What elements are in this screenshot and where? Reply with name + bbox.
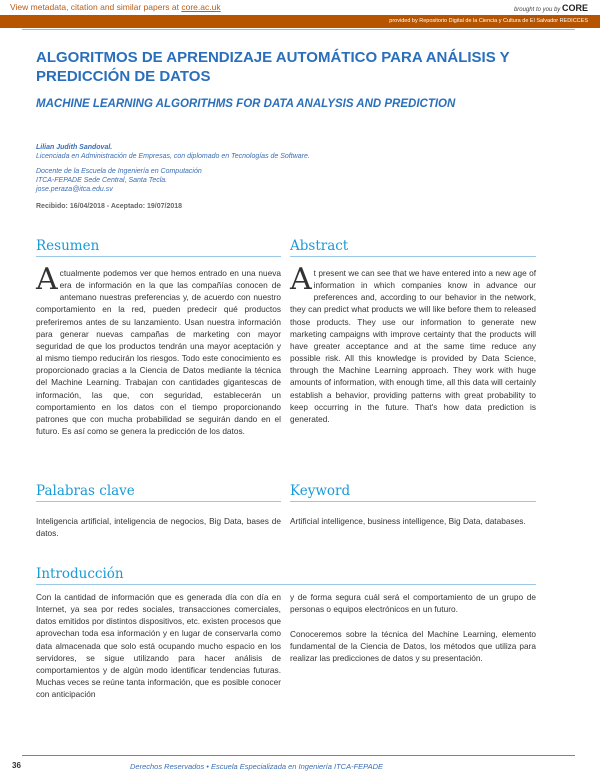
metadata-notice [10, 2, 221, 12]
intro-col2b: Conoceremos sobre la técnica del Machine Learning, elemento fundamental de la Ciencia de Datos, los métodos que utiliza para realizar las predicciones de datos y su presentación. [290, 629, 536, 664]
drop-cap: A [36, 262, 58, 297]
keyword-text: Artificial intelligence, business intelligence, Big Data, databases. [290, 516, 526, 526]
brought-text: brought to you by [513, 7, 561, 13]
divider [36, 256, 281, 257]
page-border [22, 29, 575, 30]
author-place: ITCA-FEPADE Sede Central, Santa Tecla. [36, 177, 168, 184]
author-block [36, 143, 310, 194]
divider [290, 256, 536, 257]
author-degree: Licenciada en Administración de Empresas, con diplomado en Tecnologías de Software. [36, 153, 310, 160]
provider-bar [0, 15, 600, 28]
core-link[interactable]: core.ac.uk [181, 2, 221, 12]
palabras-text: Inteligencia artificial, inteligencia de negocios, Big Data, bases de datos. [36, 516, 281, 539]
article-subtitle: MACHINE LEARNING ALGORITHMS FOR DATA ANALYSIS AND PREDICTION [36, 98, 456, 110]
abstract-heading: Abstract [290, 238, 349, 254]
palabras-heading: Palabras clave [36, 483, 135, 499]
core-branding[interactable] [514, 3, 588, 13]
provider-text: provided by Repositorio Digital de la Ciencia y Cultura de El Salvador REDICCES [389, 18, 588, 24]
intro-heading: Introducción [36, 566, 124, 582]
drop-cap: A [290, 262, 312, 297]
intro-col1: Con la cantidad de información que es generada día con día en Internet, ya sea por redes sociales, transacciones comerciales, datos emitidos por distintos dispositivos, etc. existen procesos que aprovechan toda esa información y en lugar de conservarla como data almacenada que solo está ocupando mucho espacio en los servidores, se sigue utilizando para hacer análisis de comportamientos y de algún modo identificar tendencias futuras. Muchas veces se reúne tanta información, que es posible conocer con anticipación [36, 592, 281, 700]
divider [36, 501, 281, 502]
resumen-heading: Resumen [36, 238, 100, 254]
resumen-text [36, 262, 281, 437]
received-dates: Recibido: 16/04/2018 - Aceptado: 19/07/2018 [36, 203, 183, 210]
keyword-heading: Keyword [290, 483, 351, 499]
author-email[interactable]: jose.peraza@itca.edu.sv [36, 186, 113, 193]
author-name: Lilian Judith Sandoval. [36, 144, 113, 151]
intro-col2a: y de forma segura cuál será el comportamiento de un grupo de personas o equipos electrónicos en un futuro. [290, 592, 536, 615]
footer-rule [22, 755, 575, 756]
footer-text: Derechos Reservados • Escuela Especializada en Ingeniería ITCA-FEPADE [130, 762, 384, 771]
resumen-body: ctualmente podemos ver que hemos entrado en una nueva era de información en la que las compañías conocen de antemano nuestras preferencias y, de acuerdo con nuestro comportamiento en la red, pueden predecir qué productos preferiremos antes de su lanzamiento. Usan nuestra información para generar nuevas campañas de marketing con mayor seguridad de que los productos tendrán una mayor aceptación y al mismo tiempo reducirán los riesgos. Todo este conocimiento es proporcionado gracias a la Ciencia de Datos mediante la técnica del Machine Learning. Trabajan con cantidades gigantescas de información, las que, con seguridad, establecerán un comportamiento en los datos con el tiempo proporcionando patrones que con mucha probabilidad se seguirán dando en el futuro. Es así como se genera la predicción de los datos. [36, 268, 281, 437]
core-top-bar [0, 0, 600, 15]
abstract-text [290, 262, 536, 425]
page-number: 36 [12, 761, 21, 770]
abstract-body: t present we can see that we have entered into a new age of information in which companies know in advance our preferences and, according to our behavior in the network, they can predict what products we will like before them to released those products. They use our information to generate new marketing campaigns with improve certainty that the products will have greater acceptance and at the same time reduce any possible risk. All this knowledge is provided by Data Science, through the Machine Learning approach. They work with huge amounts of information, with enough time, all this data will certainly establish a behavior, providing patterns with great probability to keep occurring in the future. That's how data prediction is generated. [290, 268, 536, 424]
article-title: ALGORITMOS DE APRENDIZAJE AUTOMÁTICO PARA ANÁLISIS Y PREDICCIÓN DE DATOS [36, 49, 510, 85]
author-role: Docente de la Escuela de Ingeniería en Computación [36, 168, 202, 175]
core-logo: CORE [561, 3, 588, 13]
divider [36, 584, 536, 585]
metadata-text: View metadata, citation and similar papers at [10, 2, 182, 12]
divider [290, 501, 536, 502]
